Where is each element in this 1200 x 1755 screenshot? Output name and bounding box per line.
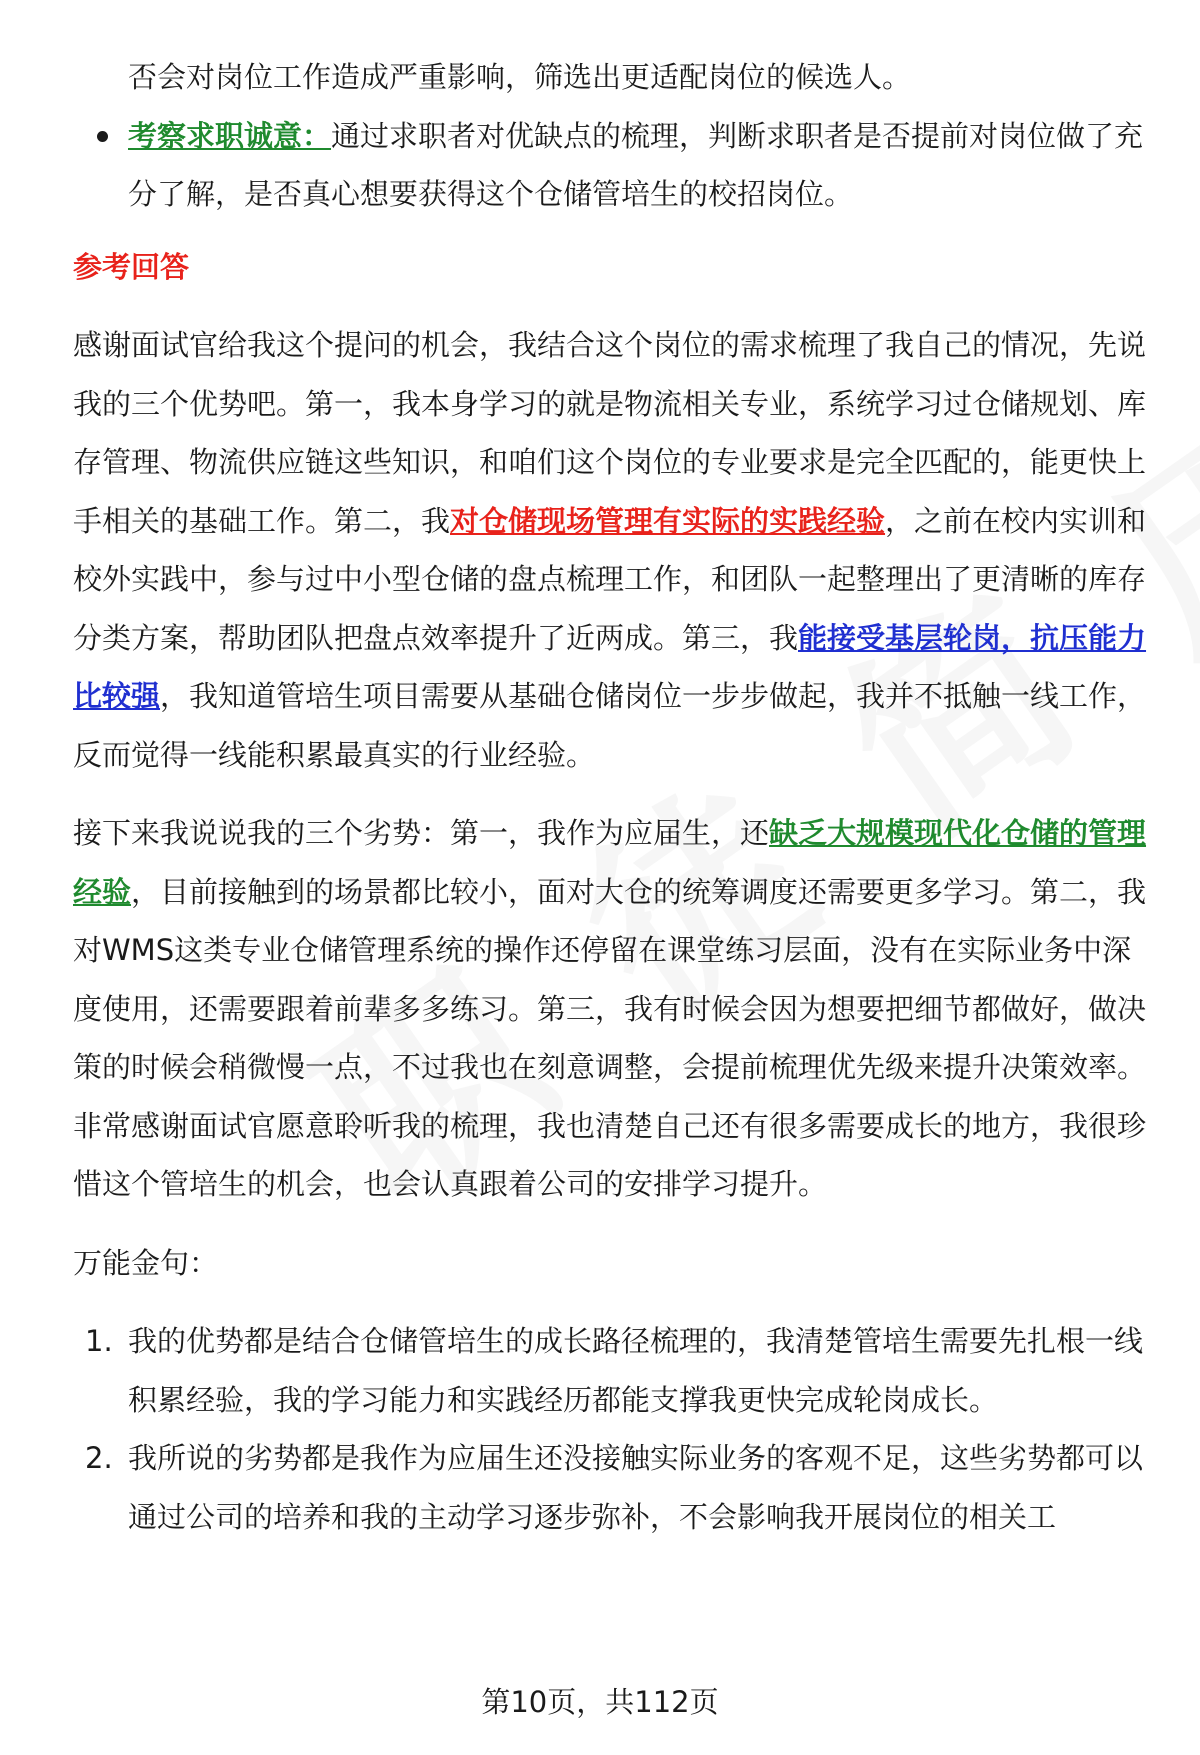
- answer-p1-text-c: ，我知道管培生项目需要从基础仓储岗位一步步做起，我并不抵触一线工作，反而觉得一线能积累最真实的行业经验。: [73, 679, 1147, 772]
- golden-item-text: 我所说的劣势都是我作为应届生还没接触实际业务的客观不足，这些劣势都可以通过公司的培养和我的主动学习逐步弥补，不会影响我开展岗位的相关工: [128, 1441, 1144, 1534]
- golden-item-number: 1.: [85, 1324, 113, 1358]
- answer-p2-text-a: 接下来我说说我的三个劣势：第一，我作为应届生，还: [73, 816, 770, 850]
- document-body: [73, 48, 1148, 1546]
- answer-paragraph-closing: 非常感谢面试官愿意聆听我的梳理，我也清楚自己还有很多需要成长的地方，我很珍惜这个管培生的机会，也会认真跟着公司的安排学习提升。: [73, 1108, 1147, 1201]
- golden-sentences-title: 万能金句：: [73, 1245, 219, 1280]
- answer-p1-highlight-red: 对仓储现场管理有实际的实践经验: [450, 503, 886, 538]
- golden-item-text: 我的优势都是结合仓储管培生的成长路径梳理的，我清楚管培生需要先扎根一线积累经验，我的学习能力和实践经历都能支撑我更快完成轮岗成长。: [128, 1324, 1144, 1417]
- answer-p1-text-a: 感谢面试官给我这个提问的机会，我结合这个岗位的需求梳理了我自己的情况，先说我的三个优势吧。第一，我本身学习的就是物流相关专业，系统学习过仓储规划、库存管理、物流供应链这些知识，和咱们这个岗位的专业要求是完全匹配的，能更快上手相关的基础工作。第二，我: [73, 328, 1147, 538]
- bullet-text: 通过求职者对优缺点的梳理，判断求职者是否提前对岗位做了充分了解，是否真心想要获得这个仓储管培生的校招岗位。: [128, 118, 1144, 211]
- intro-continuation-line: 否会对岗位工作造成严重影响，筛选出更适配岗位的候选人。: [128, 60, 912, 94]
- bullet-label: 考察求职诚意：: [128, 118, 332, 153]
- answer-p2-text-b: ，目前接触到的场景都比较小，面对大仓的统筹调度还需要更多学习。第二，我对WMS这类专业仓储管理系统的操作还停留在课堂练习层面，没有在实际业务中深度使用，还需要跟着前辈多多练习。第三，我有时候会因为想要把细节都做好，做决策的时候会稍微慢一点，不过我也在刻意调整，会提前梳理优先级来提升决策效率。: [73, 874, 1147, 1084]
- golden-item-1: [73, 1312, 1148, 1429]
- answer-paragraph-weaknesses: [73, 804, 1148, 1097]
- answer-p1-text-b: ，之前在校内实训和校外实践中，参与过中小型仓储的盘点梳理工作，和团队一起整理出了更清晰的库存分类方案，帮助团队把盘点效率提升了近两成。第三，我: [73, 503, 1147, 655]
- answer-p2-highlight-green: 缺乏大规模现代化仓储的管理经验: [73, 816, 1147, 909]
- section-title: 参考回答: [73, 249, 190, 284]
- golden-item-2: [73, 1429, 1148, 1546]
- page-number-footer: 第10页，共112页: [481, 1685, 719, 1719]
- answer-p1-highlight-blue: 能接受基层轮岗，抗压能力比较强: [73, 620, 1147, 713]
- bullet-item-sincerity: [73, 107, 1148, 224]
- bullet-dot-icon: [97, 131, 108, 142]
- golden-item-number: 2.: [85, 1441, 113, 1475]
- answer-paragraph-strengths: [73, 316, 1148, 784]
